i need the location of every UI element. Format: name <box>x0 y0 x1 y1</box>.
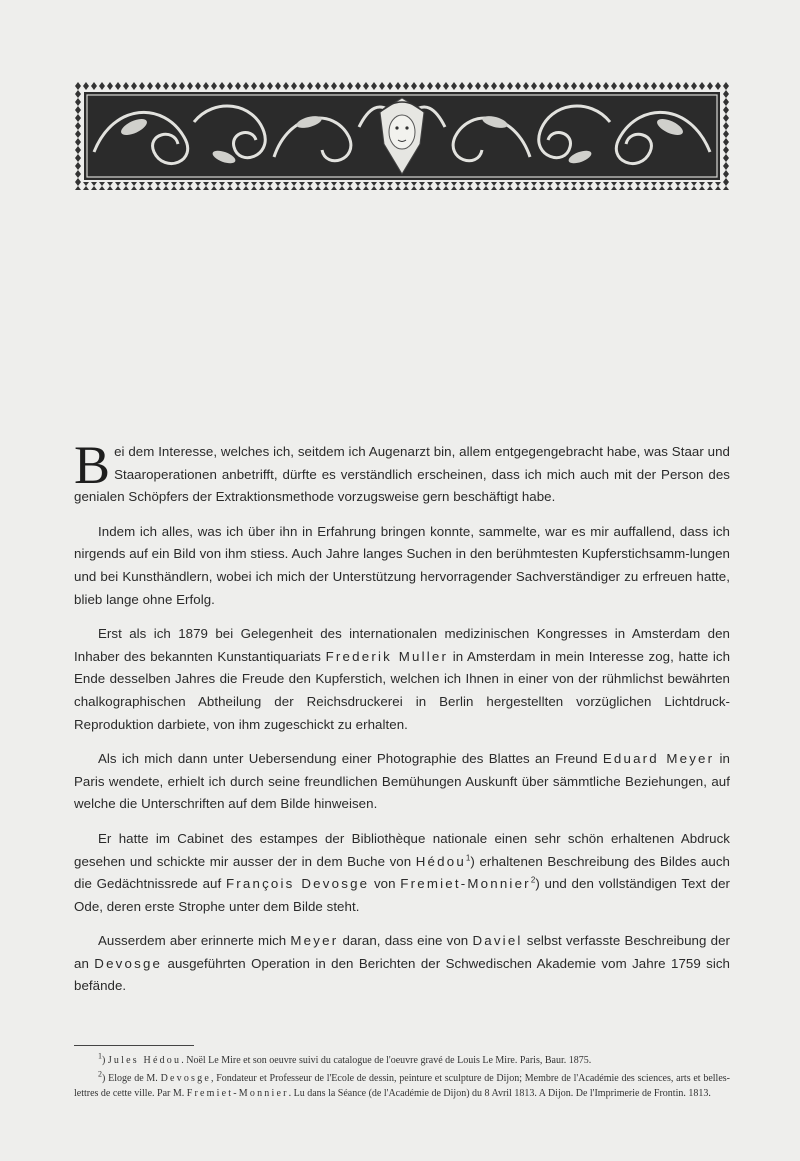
paragraph-text: von <box>369 876 401 892</box>
paragraph-text: Erst als ich 1879 bei Gelegenheit des internationalen medizinischen Kongresses in Amsterdam den Inhaber des bekannten Kunstantiquariats <box>74 626 730 664</box>
paragraph-1 <box>74 435 730 509</box>
footnote-1: $^1$) Jules Hédou. Noël Le Mire et son oeuvre suivi du catalogue de l'oeuvre gravé de Louis Le Mire. Paris, Baur. 1875. <box>98 1051 592 1066</box>
paragraph-2 <box>74 521 730 611</box>
paragraph-6 <box>74 930 730 998</box>
paragraph-4 <box>74 748 730 816</box>
paragraph-text: daran, dass eine von <box>338 933 473 949</box>
footnote-divider <box>74 1045 194 1046</box>
paragraph-text: Ausserdem aber erinnerte mich <box>98 933 291 949</box>
person-name: Frederik Muller <box>325 648 449 664</box>
paragraph-text: ) und den vollständigen Text der Ode, deren erste Strophe unter dem Bilde steht. <box>74 876 730 914</box>
footnote-text: , Fondateur et Professeur de l'Ecole de dessin, peinture et sculpture de Dijon; Membre de l'Académie des sciences, arts et belles-lettres de cette ville. Par M. <box>74 1072 730 1099</box>
footnote-text: . Noël Le Mire et son oeuvre suivi du catalogue de l'oeuvre gravé de Louis Le Mire. Paris, Baur. 1875. <box>181 1055 592 1066</box>
person-name: Eduard Meyer <box>602 751 715 767</box>
footnote-text: . Lu dans la Séance (de l'Académie de Dijon) du 8 Avril 1813. A Dijon. De l'Imprimerie de Frontin. 1813. <box>288 1088 711 1099</box>
body-text <box>74 435 731 1010</box>
footnotes <box>74 1053 730 1104</box>
person-name: Jules Hédou <box>107 1055 182 1066</box>
person-name: Devosge <box>160 1072 211 1084</box>
person-name: Devosge <box>94 955 163 971</box>
paragraph-5 <box>74 828 730 918</box>
paragraph-text: ei dem Interesse, welches ich, seitdem ich Augenarzt bin, allem entgegengebracht habe, was Staar und Staaroperationen anbetrifft, dürfte es verständlich erscheinen, dass ich mich auch mit der Person des genialen Schöpfers der Extraktionsmethode vorzugsweise gern beschäftigt habe. <box>74 444 730 505</box>
paragraph-text: Indem ich alles, was ich über ihn in Erfahrung bringen konnte, sammelte, war es mir auffallend, dass ich nirgends auf ein Bild von ihm stiess. Auch Jahre langes Suchen in den berühmtesten Kupferstichsamm-lungen und bei Kunsthändlern, wobei ich mich der Unterstützung hervorragender Sachverständiger zu erfreuen hatte, blieb lange ohne Erfolg. <box>74 523 730 607</box>
arabesque-header-ornament-icon <box>74 82 730 190</box>
drop-cap: B <box>74 435 111 495</box>
paragraph-text: Als ich mich dann unter Uebersendung einer Photographie des Blattes an Freund <box>98 751 603 767</box>
footnote-ref[interactable]: 1 <box>465 853 471 863</box>
footnote-2 <box>74 1071 730 1102</box>
paragraph-text: selbst verfasste Beschreibung der an <box>74 933 730 971</box>
person-name: François Devosge <box>225 876 370 892</box>
person-name: Daviel <box>472 933 523 949</box>
paragraph-text: ausgeführten Operation in den Berichten der Schwedischen Akademie vom Jahre 1759 sich befände. <box>74 955 730 994</box>
person-name: Fremiet-Monnier <box>400 876 531 892</box>
paragraph-text: Er hatte im Cabinet des estampes der Bibliothèque nationale einen sehr schön erhaltenen Abdruck gesehen und schickte mir ausser der in dem Buche von <box>74 830 730 869</box>
person-name: Meyer <box>290 933 339 949</box>
footnote-mark: 2 <box>98 1069 102 1079</box>
footnote-ref[interactable]: 2 <box>530 875 536 885</box>
footnote-mark: 1 <box>98 1051 102 1061</box>
person-name: Fremiet-Monnier <box>186 1088 289 1099</box>
paragraph-3 <box>74 623 730 736</box>
paragraph-text: in Paris wendete, erhielt ich durch seine freundlichen Bemühungen Auskunft über sämmtliche Beziehungen, auf welche die Unterschriften auf dem Bilde hinweisen. <box>74 751 730 812</box>
footnote-text: ) Eloge de M. <box>102 1072 161 1084</box>
paragraph-text: in Amsterdam in mein Interesse zog, hatte ich Ende desselben Jahres die Freude den Kupferstich, welchen ich Ihnen in einer von der rühmlichst bewährten chalkographischen Abtheilung der Reichsdruckerei in Berlin hergestellten vorzüglichen Lichtdruck-Reproduktion darbiete, von ihm zugeschickt zu erhalten. <box>74 648 731 732</box>
paragraph-text: ) erhaltenen Beschreibung des Bildes auch die Gedächtnissrede auf <box>74 853 730 892</box>
person-name: Hédou <box>415 853 466 869</box>
